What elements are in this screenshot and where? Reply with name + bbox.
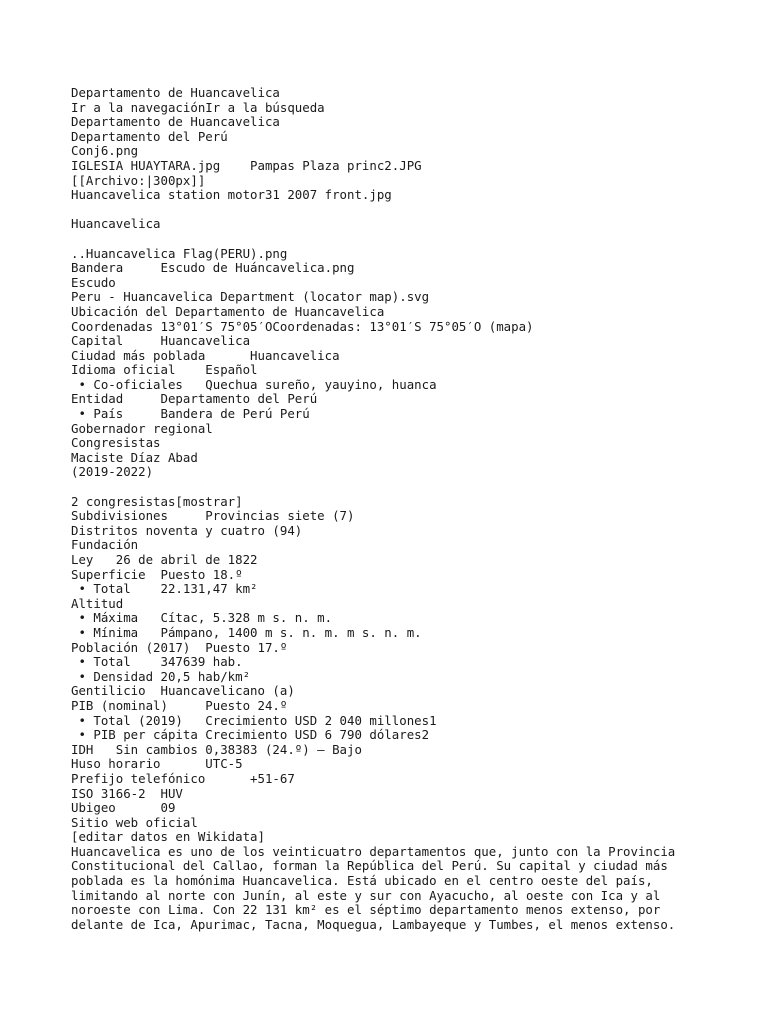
blank-line [71,232,731,247]
infobox-row: IDH Sin cambios 0,38383 (24.º) – Bajo [71,741,362,757]
paragraph-line: limitando al norte con Junín, al este y sur con Ayacucho, al oeste con Ica y al [71,887,661,903]
infobox-row: • Total (2019) Crecimiento USD 2 040 millones1 [71,712,437,728]
text-line: Departamento de Huancavelica [71,114,280,130]
infobox-row: Fundación [71,537,139,553]
infobox-row: Coordenadas 13°01′S 75°05′OCoordenadas: 13°01′S 75°05′O (mapa) [71,318,534,334]
infobox-row: 2 congresistas[mostrar] [71,493,243,509]
infobox-row: [editar datos en Wikidata] [71,829,265,845]
section-title: Huancavelica [71,216,161,232]
infobox-row: Entidad Departamento del Perú [71,391,318,407]
infobox-row: ISO 3166-2 HUV [71,785,183,801]
infobox-part-b [71,495,731,845]
infobox-row: Altitud [71,595,124,611]
paragraph-line: poblada es la homónima Huancavelica. Está ubicado en el centro oeste del país, [71,873,653,889]
paragraph-line: Constitucional del Callao, forman la República del Perú. Su capital y ciudad más [71,858,668,874]
infobox-row: Gentilicio Huancavelicano (a) [71,683,295,699]
document-page [71,86,731,932]
paragraph-line: Huancavelica es uno de los veinticuatro departamentos que, junto con la Provincia [71,843,676,859]
infobox-row: Ubigeo 09 [71,800,176,816]
text-line: Departamento de Huancavelica [71,85,280,100]
text-line: Departamento del Perú [71,128,228,144]
infobox-row: • Mínima Pámpano, 1400 m s. n. m. m s. n. m. [71,624,422,640]
infobox-part-a [71,247,731,481]
text-line: Ir a la navegaciónIr a la búsqueda [71,99,325,115]
infobox-row: • Densidad 20,5 hab/km² [71,668,251,684]
infobox-row: Sitio web oficial [71,814,198,830]
paragraph-line: noroeste con Lima. Con 22 131 km² es el séptimo departamento menos extenso, por [71,902,661,918]
infobox-row: • Máxima Cítac, 5.328 m s. n. m. [71,610,333,626]
infobox-row: Ciudad más poblada Huancavelica [71,347,340,363]
text-line: Huancavelica station motor31 2007 front.jpg [71,187,392,203]
infobox-row: Congresistas [71,435,161,451]
infobox-row: Bandera Escudo de Huáncavelica.png [71,260,355,276]
infobox-row: • Total 347639 hab. [71,654,243,670]
infobox-row: Gobernador regional [71,420,213,436]
infobox-row: Peru - Huancavelica Department (locator map).svg [71,289,430,305]
blank-line [71,203,731,218]
text-line: [[Archivo:|300px]] [71,172,206,188]
intro-paragraph [71,845,731,933]
infobox-row: • Co-oficiales Quechua sureño, yauyino, huanca [71,376,437,392]
infobox-row: (2019-2022) [71,464,154,480]
infobox-row: Ubicación del Departamento de Huancavelica [71,303,385,319]
header-lines [71,86,731,203]
infobox-row: Distritos noventa y cuatro (94) [71,522,303,538]
infobox-row: Capital Huancavelica [71,333,251,349]
infobox-row: • País Bandera de Perú Perú [71,406,310,422]
infobox-row: Maciste Díaz Abad [71,449,198,465]
infobox-row: • Total 22.131,47 km² [71,581,258,597]
infobox-row: PIB (nominal) Puesto 24.º [71,697,288,713]
infobox-row: Superficie Puesto 18.º [71,566,243,582]
infobox-row: Ley 26 de abril de 1822 [71,552,258,567]
infobox-row: ..Huancavelica Flag(PERU).png [71,245,288,261]
paragraph-line: delante de Ica, Apurimac, Tacna, Moquegua, Lambayeque y Tumbes, el menos extenso. [71,916,676,932]
infobox-row: Subdivisiones Provincias siete (7) [71,508,355,524]
text-line: Conj6.png [71,143,139,159]
infobox-row: Huso horario UTC-5 [71,756,243,772]
text-line: IGLESIA HUAYTARA.jpg Pampas Plaza princ2.JPG [71,157,422,173]
blank-line [71,480,731,495]
infobox-row: Prefijo telefónico +51-67 [71,770,295,786]
infobox-row: Escudo [71,274,116,290]
infobox-row: • PIB per cápita Crecimiento USD 6 790 dólares2 [71,727,430,743]
infobox-row: Idioma oficial Español [71,362,258,378]
infobox-row: Población (2017) Puesto 17.º [71,639,288,655]
